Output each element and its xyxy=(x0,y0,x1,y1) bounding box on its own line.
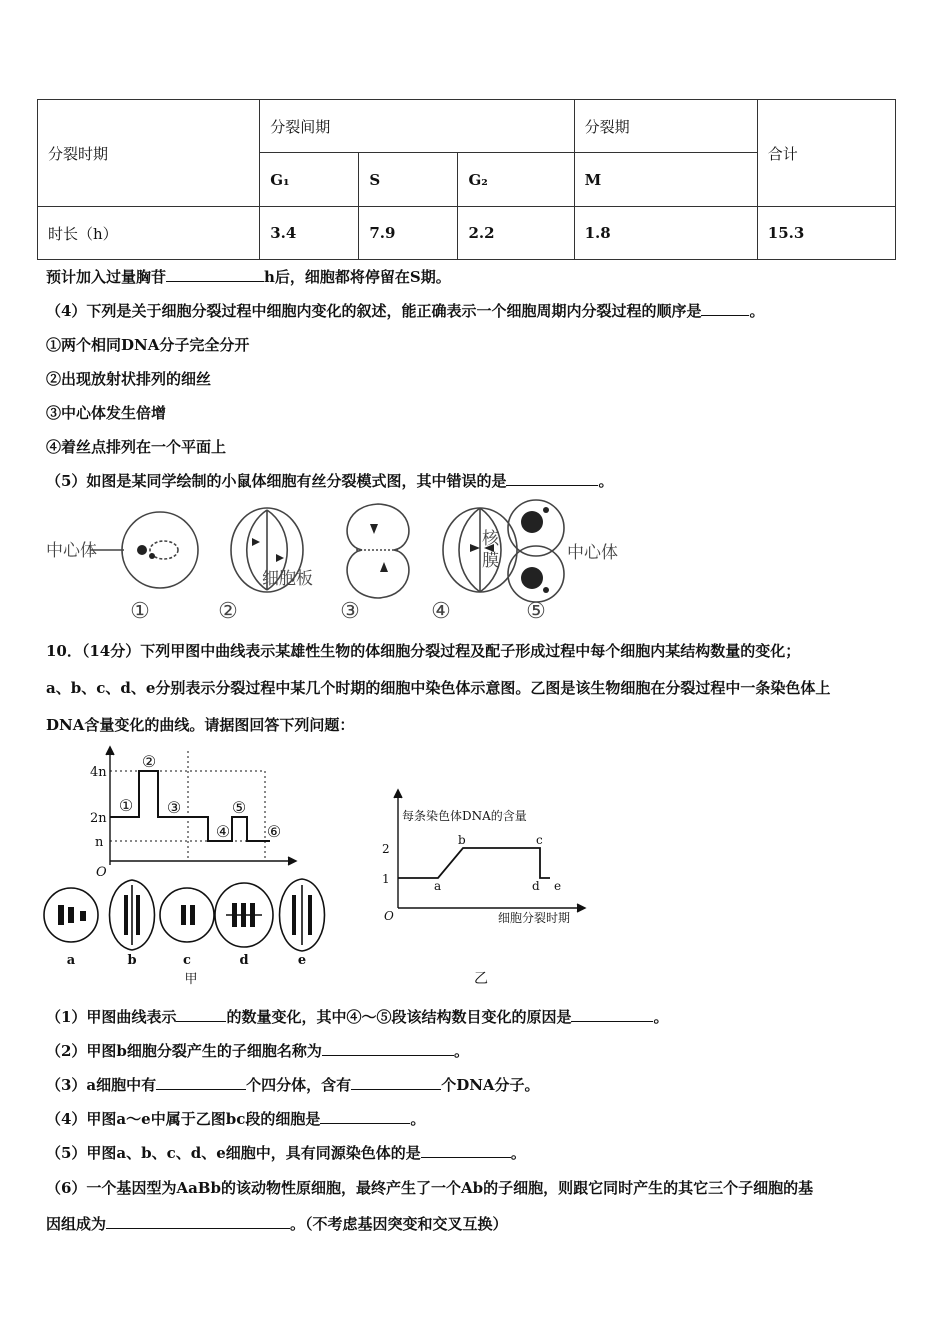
jia-seg-4: ④ xyxy=(215,822,231,841)
q3-thymidine-line: 预计加入过量胸苷 h后，细胞都将停留在S期。 xyxy=(46,268,451,286)
jia-y-2n: 2n xyxy=(90,811,107,826)
total-header: 合计 xyxy=(757,100,895,207)
fig5-num-5: ⑤ xyxy=(526,599,546,624)
q10-line-2: a、b、c、d、e分别表示分裂过程中某几个时期的细胞中染色体示意图。乙图是该生物细胞在分裂过程中一条染色体上 xyxy=(46,679,831,697)
q10-sub-5: （5）甲图a、b、c、d、e细胞中，具有同源染色体的是 。 xyxy=(46,1144,526,1162)
fig5-num-4: ④ xyxy=(431,599,451,624)
jia-label-e: e xyxy=(297,953,307,968)
row-label-phase: 分裂时期 xyxy=(38,100,260,207)
yi-point-c: c xyxy=(536,833,543,847)
q4-option-2: ②出现放射状排列的细丝 xyxy=(46,370,212,388)
jia-seg-5: ⑤ xyxy=(231,798,247,817)
s-header: S xyxy=(359,153,458,207)
jia-label-c: c xyxy=(183,953,191,968)
yi-caption: 乙 xyxy=(474,971,488,987)
q10-line-1: 10．（14分）下列甲图中曲线表示某雄性生物的体细胞分裂过程及配子形成过程中每个细胞内某结构数量的变化； xyxy=(46,642,801,660)
q10-sub-6-line-2: 因组成为 。（不考虑基因突变和交叉互换） xyxy=(46,1215,508,1233)
yi-tick-1: 1 xyxy=(382,872,390,886)
g2-header: G₂ xyxy=(458,153,574,207)
fig5-num-3: ③ xyxy=(340,599,360,624)
row-label-duration: 时长（h） xyxy=(38,207,260,260)
g1-value: 3.4 xyxy=(260,207,359,260)
jia-seg-1: ① xyxy=(118,796,134,815)
jia-seg-3: ③ xyxy=(166,798,182,817)
q5-stem: （5）如图是某同学绘制的小鼠体细胞有丝分裂模式图，其中错误的是 。 xyxy=(46,472,614,490)
label-nuclear-2: 膜 xyxy=(482,551,499,571)
yi-tick-2: 2 xyxy=(382,842,390,856)
yi-origin: O xyxy=(384,909,394,923)
q10-sub-2: （2）甲图b细胞分裂产生的子细胞名称为 。 xyxy=(46,1042,469,1060)
yi-point-e: e xyxy=(554,879,562,893)
q10-sub-6-line-1: （6）一个基因型为AaBb的该动物性原细胞，最终产生了一个Ab的子细胞，则跟它同时产生的其它三个子细胞的基 xyxy=(46,1179,814,1197)
jia-y-n: n xyxy=(95,835,104,850)
s-value: 7.9 xyxy=(359,207,458,260)
label-nuclear-1: 核 xyxy=(482,529,499,549)
jia-caption: 甲 xyxy=(184,972,198,987)
g2-value: 2.2 xyxy=(458,207,574,260)
jia-label-b: b xyxy=(127,953,137,968)
q4-option-3: ③中心体发生倍增 xyxy=(46,404,167,422)
g1-header: G₁ xyxy=(260,153,359,207)
interphase-header: 分裂间期 xyxy=(260,100,574,153)
jia-cell-c xyxy=(160,888,214,942)
yi-point-a: a xyxy=(434,879,442,893)
q4-option-4: ④着丝点排列在一个平面上 xyxy=(46,438,227,456)
m-value: 1.8 xyxy=(574,207,757,260)
figure-jia xyxy=(40,745,340,995)
m-header: M xyxy=(574,153,757,207)
jia-seg-2: ② xyxy=(141,752,157,771)
cell-1 xyxy=(122,512,198,588)
q10-sub-3: （3）a细胞中有 个四分体，含有 个DNA分子。 xyxy=(46,1076,540,1094)
fig5-num-2: ② xyxy=(218,599,238,624)
q10-sub-1: （1）甲图曲线表示 的数量变化，其中④～⑤段该结构数目变化的原因是 。 xyxy=(46,1008,669,1026)
cell-cycle-table xyxy=(37,99,896,260)
total-value: 15.3 xyxy=(757,207,895,260)
label-centrosome-left: 中心体 xyxy=(46,541,97,561)
q10-line-3: DNA含量变化的曲线。请据图回答下列问题： xyxy=(46,716,355,734)
jia-y-4n: 4n xyxy=(90,765,107,780)
jia-label-d: d xyxy=(239,953,249,968)
cell-3 xyxy=(347,504,409,598)
q4-option-1: ①两个相同DNA分子完全分开 xyxy=(46,336,250,354)
q10-sub-4: （4）甲图a～e中属于乙图bc段的细胞是 。 xyxy=(46,1110,426,1128)
fig5-num-1: ① xyxy=(130,599,150,624)
jia-seg-6: ⑥ xyxy=(266,822,282,841)
mitosis-diagram xyxy=(40,498,640,628)
jia-label-a: a xyxy=(66,953,76,968)
yi-x-label: 细胞分裂时期 xyxy=(498,911,571,925)
yi-point-d: d xyxy=(532,879,540,893)
q4-stem: （4）下列是关于细胞分裂过程中细胞内变化的叙述，能正确表示一个细胞周期内分裂过程的顺序是 。 xyxy=(46,302,765,320)
jia-origin: O xyxy=(96,865,107,880)
yi-point-b: b xyxy=(458,833,466,847)
label-centrosome-right: 中心体 xyxy=(567,543,618,563)
figure-yi xyxy=(378,780,598,990)
label-cell-plate: 细胞板 xyxy=(262,569,313,589)
mitotic-header: 分裂期 xyxy=(574,100,757,153)
yi-y-label: 每条染色体DNA的含量 xyxy=(402,809,527,823)
